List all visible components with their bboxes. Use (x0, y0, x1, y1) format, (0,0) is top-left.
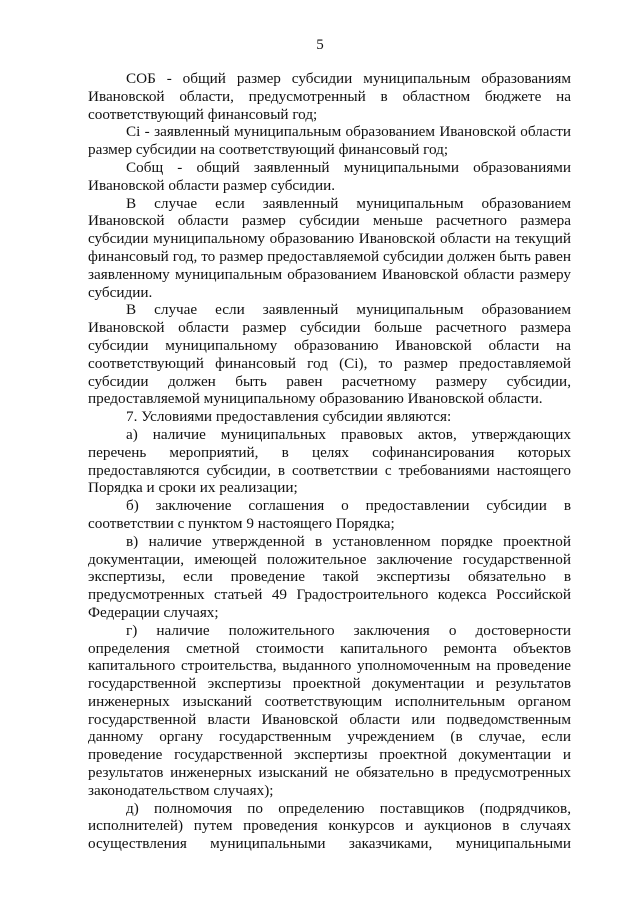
paragraph-case-less: В случае если заявленный муниципальным образованием Ивановской области размер субсидии меньше расчетного размера субсидии муниципальному образованию Ивановской области на текущий финансовый год, то размер предоставляемой субсидии должен быть равен заявленному муниципальным образованием Ивановской области размеру субсидии. (88, 194, 571, 301)
paragraph-conditions-heading: 7. Условиями предоставления субсидии являются: (126, 408, 452, 426)
paragraph-sob-definition: СОБ - общий размер субсидии муниципальным образованиям Ивановской области, предусмотренный в областном бюджете на соответствующий финансовый год; (88, 70, 571, 123)
paragraph-condition-v: в) наличие утвержденной в установленном порядке проектной документации, имеющей положительное заключение государственной экспертизы, если проведение такой экспертизы обязательно в предусмотренных статьей 49 Градостроительного кодекса Российской Федерации случаях; (88, 532, 571, 621)
paragraph-condition-g: г) наличие положительного заключения о достоверности определения сметной стоимости капитального ремонта объектов капитального строительства, выданного уполномоченным на проведение государственной экспертизы проектной документации и результатов инженерных изысканий соответствующим исполнительным органом государственной власти Ивановской области или подведомственным данному органу государственным учреждением (в случае, если проведение государственной экспертизы проектной документации и результатов инженерных изысканий не обязательно в предусмотренных законодательством случаях); (88, 621, 571, 799)
paragraph-sobshch-definition: Собщ - общий заявленный муниципальными образованиями Ивановской области размер субсидии. (88, 158, 571, 194)
paragraph-condition-d: д) полномочия по определению поставщиков (подрядчиков, исполнителей) путем проведения конкурсов и аукционов в случаях осуществления муниципальными заказчиками, муниципальными (88, 799, 571, 853)
paragraph-case-greater: В случае если заявленный муниципальным образованием Ивановской области размер субсидии больше расчетного размера субсидии муниципальному образованию Ивановской области на соответствующий финансовый год (Сi), то размер предоставляемой субсидии должен быть равен расчетному размеру субсидии, предоставляемой муниципальному образованию Ивановской области. (88, 301, 571, 408)
paragraph-condition-b: б) заключение соглашения о предоставлении субсидии в соответствии с пунктом 9 настоящего Порядка; (88, 497, 571, 532)
document-body (88, 70, 571, 853)
paragraph-ci-definition: Сi - заявленный муниципальным образованием Ивановской области размер субсидии на соответствующий финансовый год; (88, 123, 571, 159)
paragraph-condition-a: а) наличие муниципальных правовых актов, утверждающих перечень мероприятий, в целях софинансирования которых предоставляются субсидии, в соответствии с требованиями настоящего Порядка и сроки их реализации; (88, 425, 571, 497)
page-number: 5 (316, 37, 324, 53)
